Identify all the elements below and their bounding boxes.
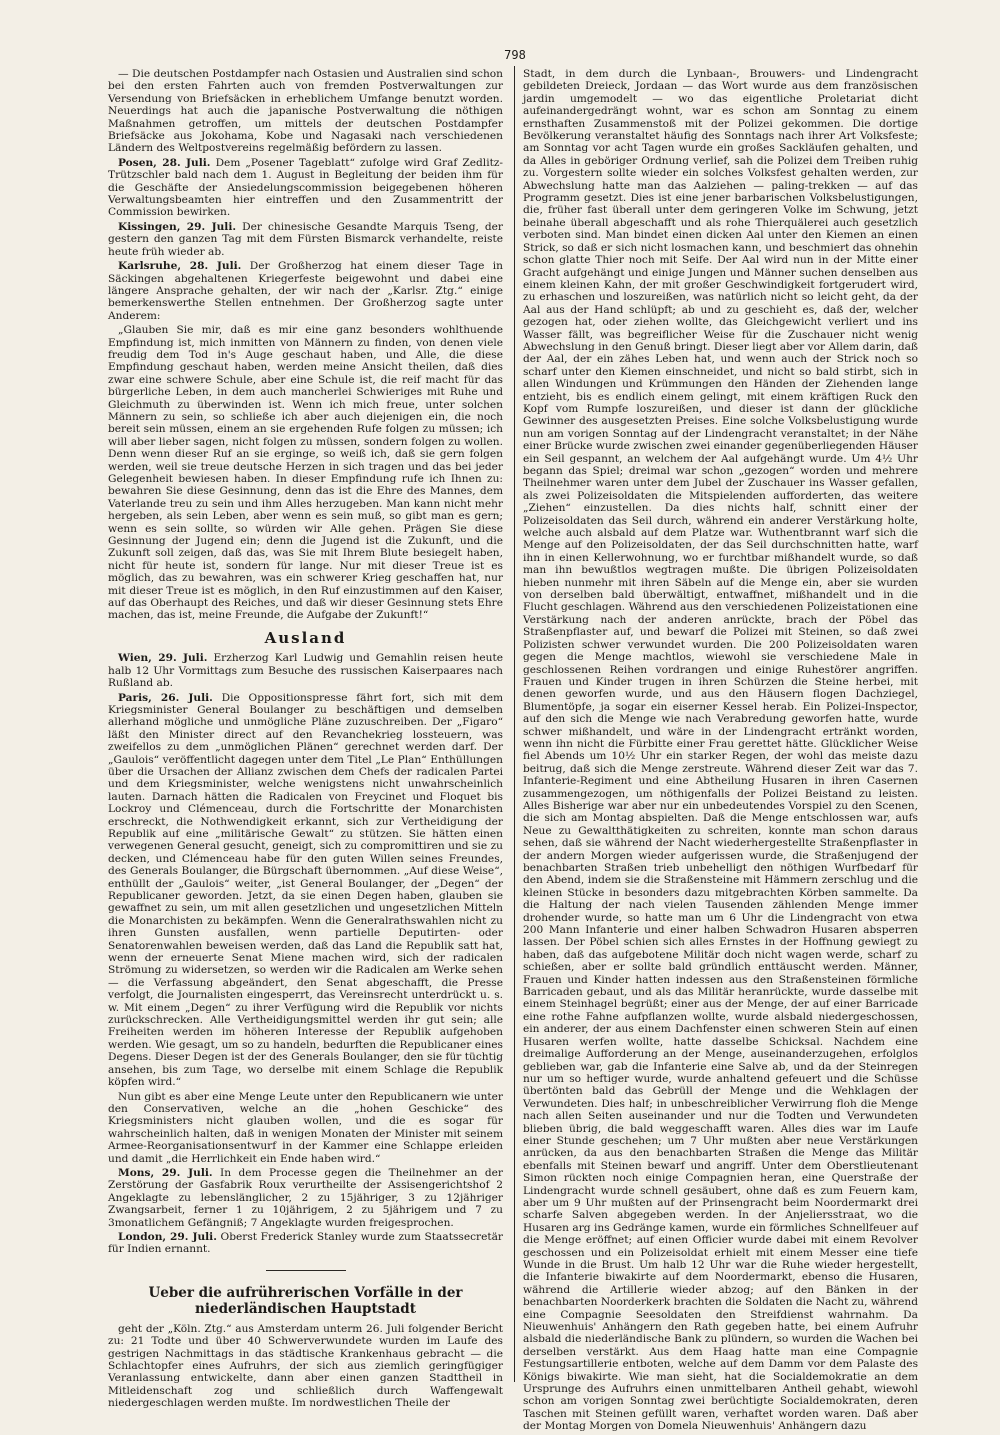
dateline-wien: Wien, 29. Juli. — [118, 652, 208, 665]
left-column — [108, 68, 503, 1412]
newspaper-page — [108, 48, 922, 1433]
article-wien-text: Erzherzog Karl Ludwig und Gemahlin reisen heute halb 12 Uhr Vormittags zum Besuche des russischen Kaiserpaares nach Rußland ab. — [108, 652, 503, 690]
article-posen-text: Dem „Posener Tageblatt“ zufolge wird Graf Zedlitz-Trützschler bald nach dem 1. August in Begleitung der beiden ihm für die Geschäfte der Ansiedelungscommission beigegebenen höheren Verwaltungsbeamten hier eintreffen und den Zusammentritt der Commission bewirken. — [108, 156, 503, 219]
article-london-text: Oberst Frederick Stanley wurde zum Staatssecretär für Indien ernannt. — [108, 1230, 503, 1256]
dateline-mons: Mons, 29. Juli. — [118, 1166, 213, 1179]
dateline-posen: Posen, 28. Juli. — [118, 156, 211, 169]
section-title-ausland: Ausland — [264, 628, 347, 647]
dateline-karlsruhe: Karlsruhe, 28. Juli. — [118, 260, 242, 273]
article-karlsruhe-speech: „Glauben Sie mir, daß es mir eine ganz besonders wohlthuende Empfindung ist, mich inmitten von Männern zu finden, von denen viele freudig dem Tod in's Auge geschaut haben, und Alle, die diese Empfindung geschaut haben, werden meine Ansicht theilen, daß dies zwar eine schwere Schule, aber eine Schule ist, die reif macht für das bürgerliche Leben, in dem auch mancherlei Schwieriges mit Ruhe und Gleichmuth zu überwinden ist. Wenn ich mich freue, unter solchen Männern zu sein, so schließe ich aber auch diejenigen ein, die noch bereit sein müssen, einem an sie ergehenden Rufe folgen zu müssen; ich will aber lieber sagen, nicht folgen zu müssen, sondern folgen zu wollen. Denn wenn dieser Ruf an sie erginge, so weiß ich, daß sie gern folgen werden, weil sie treue deutsche Herzen in sich tragen und das bei jeder Gelegenheit bewiesen haben. In dieser Empfindung rufe ich Ihnen zu: bewahren Sie diese Gesinnung, denn das ist die Ehre des Mannes, dem Vaterlande treu zu sein und ihm Alles herzugeben. Man kann nicht mehr hergeben, als sein Leben, aber wenn es sein muß, so gibt man es gern; wenn es sein sollte, so würden wir Alle gehen. Prägen Sie diese Gesinnung der Jugend ein; denn die Jugend ist die Zukunft, und die Zukunft soll zeigen, daß das, was Sie mit Ihrem Blute besiegelt haben, nicht für heute ist, sondern für lange. Nur mit dieser Treue ist es möglich, das zu bewahren, was ein schwerer Krieg geschaffen hat, nur mit dieser Treue ist es möglich, in den Ruf einzustimmen auf den Kaiser, auf das Oberhaupt des Reiches, und daß wir dieser Gesinnung stets Ehre machen, das ist, meine Freunde, die Aufgabe der Zukunft!“ — [108, 324, 503, 622]
right-column — [523, 68, 918, 1435]
article-postdampfer: — Die deutschen Postdampfer nach Ostasien und Australien sind schon bei den ersten Fahrten auch von fremden Postverwaltungen zur Versendung von Briefsäcken in erheblichem Umfange benutzt worden. Neuerdings hat auch die japanische Postverwaltung die nöthigen Maßnahmen getroffen, um mittels der deutschen Postdampfer Briefsäcke aus Jokohama, Kobe und Nagasaki nach verschiedenen Ländern des Weltpostvereins regelmäßig befördern zu lassen. — [108, 68, 503, 155]
article-mons-text: In dem Processe gegen die Theilnehmer an der Zerstörung der Gasfabrik Roux verurtheilte der Assisengerichtshof 2 Angeklagte zu lebenslänglicher, 2 zu 15jähriger, 3 zu 12jähriger Zwangsarbeit, ferner 1 zu 10jährigem, 2 zu 5jährigem und 7 zu 3monatlichem Gefängniß; 7 Angeklagte wurden freigesprochen. — [108, 1166, 503, 1229]
article-posen — [108, 157, 503, 219]
article-karlsruhe-text: Der Großherzog hat einem dieser Tage in Säckingen abgehaltenen Kriegerfeste beigewohnt und dabei eine längere Ansprache gehalten, der wir nach der „Karlsr. Ztg.“ einige bemerkenswerthe Stellen entnehmen. Der Großherzog sagte unter Anderem: — [108, 260, 503, 322]
article-wien — [108, 652, 503, 689]
column-divider — [514, 66, 515, 1382]
separator-line — [266, 1270, 346, 1271]
article-paris — [108, 692, 503, 1089]
article-kissingen — [108, 221, 503, 258]
article-amsterdam-continued: Stadt, in dem durch die Lynbaan-, Brouwers- und Lindengracht gebildeten Dreieck, Jordaan — das Wort wurde aus dem französischen jardin umgemodelt — wo das eigentliche Proletariat dicht aufeinandergedrängt wohnt, war es schon am Sonntag zu einem ernsthaften Zusammenstoß mit der Polizei gekommen. Die dortige Bevölkerung veranstaltet häufig des Sonntags nach ihrer Art Volksfeste; am Sonntag vor acht Tagen wurde ein großes Sackläufen gehalten, und da Alles in geböriger Ordnung verlief, sah die Polizei dem Treiben ruhig zu. Vorgestern sollte wieder ein solches Volksfest gehalten werden, zur Abwechslung hatte man das Aalziehen — paling-trekken — auf das Programm gesetzt. Dies ist eine jener barbarischen Volksbelustigungen, die, früher fast überall unter dem geringeren Volke im Schwung, jetzt beinahe überall abgeschafft und als rohe Thierquälerei auch gesetzlich verboten sind. Man bindet einen dicken Aal unter den Kiemen an einen Strick, so daß er sich nicht losmachen kann, und beschmiert das ohnehin schon glatte Thier noch mit Seife. Der Aal wird nun in der Mitte einer Gracht aufgehängt und einige Jungen und Männer suchen denselben aus einem kleinen Kahn, der mit großer Geschwindigkeit fortgerudert wird, zu erhaschen und loszureißen, was natürlich nicht so leicht geht, da der Aal aus der Hand schlüpft; ab und zu geschieht es, daß der, welcher gezogen hat, oder ziehen wollte, das Gleichgewicht verliert und ins Wasser fällt, was begreiflicher Weise für die Zuschauer nicht wenig Abwechslung in den Genuß bringt. Dieser liegt aber vor Allem darin, daß der Aal, der ein zähes Leben hat, und wenn auch der Strick noch so scharf unter den Kiemen einschneidet, und nicht so bald stirbt, sich in allen Windungen und Krümmungen den Händen der Ziehenden lange entzieht, bis es endlich einem gelingt, mit einem kräftigen Ruck den Kopf vom Rumpfe loszureißen, und dieser ist dann der glückliche Gewinner des ausgesetzten Preises. Eine solche Volksbelustigung wurde nun am vorigen Sonntag auf der Lindengracht veranstaltet; in der Nähe einer Brücke wurde zwischen zwei einander gegenüberliegenden Häuser ein Seil gespannt, an welchem der Aal aufgehängt wurde. Um 4½ Uhr begann das Spiel; dreimal war schon „gezogen“ worden und mehrere Theilnehmer waren unter dem Jubel der Zuschauer ins Wasser gefallen, als zwei Polizeisoldaten die Mitspielenden aufforderten, das weitere „Ziehen“ einzustellen. Da dies nichts half, schnitt einer der Polizeisoldaten das Seil durch, während ein anderer Verstärkung holte, welche auch alsbald auf dem Platze war. Wuthentbrannt warf sich die Menge auf den Polizeisoldaten, der das Seil durchschnitten hatte, warf ihn in einen Kellerwohnung, wo er furchtbar mißhandelt wurde, so daß man ihn bewußtlos wegtragen mußte. Die übrigen Polizeisoldaten hieben nunmehr mit ihren Säbeln auf die Menge ein, aber sie wurden von derselben bald überwältigt, entwaffnet, mißhandelt und in die Flucht geschlagen. Während aus den verschiedenen Polizeistationen eine Verstärkung nach der anderen anrückte, brach der Pöbel das Straßenpflaster auf, und bewarf die Polizei mit Steinen, so daß zwei Polizisten schwer verwundet wurden. Die 200 Polizeisoldaten waren gegen die Menge machtlos, wiewohl sie verschiedene Male in geschlossenen Reihen vordrangen und einige Ruhestörer angriffen. Frauen und Kinder trugen in ihren Schürzen die Steine herbei, mit denen geworfen wurde, und aus den Häusern flogen Dachziegel, Blumentöpfe, ja sogar ein eiserner Kessel herab. Ein Polizei-Inspector, auf den sich die Menge wie nach Verabredung geworfen hatte, wurde schwer mißhandelt, und wäre in der Lindengracht ertränkt worden, wenn ihn nicht die Fürbitte einer Frau gerettet hätte. Glücklicher Weise fiel Abends um 10½ Uhr ein starker Regen, der wohl das meiste dazu beitrug, daß sich die Menge zerstreute. Während dieser Zeit war das 7. Infanterie-Regiment und eine Abtheilung Husaren in ihren Casernen zusammengezogen, um nöthigenfalls der Polizei Beistand zu leisten. Alles Bisherige war aber nur ein unbedeutendes Vorspiel zu den Scenen, die sich am Montag abspielten. Daß die Menge entschlossen war, aufs Neue zu Gewaltthätigkeiten zu schreiten, konnte man schon daraus sehen, daß sie während der Nacht wiederhergestellte Straßenpflaster in der andern Morgen wieder aufgerissen wurde, die Straßenjugend der benachbarten Straßen trieb unbehelligt den nöthigen Wurfbedarf für den Abend, indem sie die Straßensteine mit Hämmern zerschlug und die kleinen Stücke in besonders dazu mitgebrachten Körben sammelte. Da die Haltung der nach vielen Tausenden zählenden Menge immer drohender wurde, so hatte man um 6 Uhr die Lindengracht von etwa 200 Mann Infanterie und einer halben Schwadron Husaren absperren lassen. Der Pöbel schien sich alles Ernstes in der Hoffnung gewiegt zu haben, daß das aufgebotene Militär doch nicht wagen werde, scharf zu schießen, aber er sollte bald gründlich enttäuscht werden. Männer, Frauen und Kinder hatten indessen aus den Straßensteinen förmliche Barricaden gebaut, und als das Militär heranrückte, wurde dasselbe mit einem Steinhagel begrüßt; einer aus der Menge, der auf einer Barricade eine rothe Fahne aufpflanzen wollte, wurde alsbald niedergeschossen, ein anderer, der aus einem Dachfenster einen schweren Stein auf einen Husaren werfen wollte, hatte dasselbe Schicksal. Nachdem eine dreimalige Aufforderung an der Menge, auseinanderzugehen, erfolglos geblieben war, gab die Infanterie eine Salve ab, und da der Steinregen nur um so heftiger wurde, wurde anhaltend gefeuert und die Schüsse übertönten bald das Gebrüll der Menge und die Wehklagen der Verwundeten. Dies half; in unbeschreiblicher Verwirrung floh die Menge nach allen Seiten auseinander und nur die Todten und Verwundeten blieben übrig, die bald weggeschafft waren. Alles dies war im Laufe einer Stunde geschehen; um 7 Uhr mußten aber neue Verstärkungen anrücken, da aus den benachbarten Straßen die Menge das Militär ebenfalls mit Steinen bewarf und angriff. Unter dem Oberstlieutenant Simon rückten noch einige Compagnien heran, eine Querstraße der Lindengracht wurde schnell gesäubert, ohne daß es zum Feuern kam, aber um 9 Uhr mußten auf der Prinsengracht beim Noordermarkt drei scharfe Salven abgegeben werden. In der Anjeliersstraat, wo die Husaren arg ins Gedränge kamen, wurde ein förmliches Schnellfeuer auf die Menge eröffnet; auf einen Officier wurde dabei mit einem Revolver geschossen und ein Polizeisoldat erhielt mit einem Messer eine tiefe Wunde in die Brust. Um halb 12 Uhr war die Ruhe wieder hergestellt, die Infanterie biwakirte auf dem Noordermarkt, ebenso die Husaren, während die Artillerie wieder abzog; auf den Bänken in der benachbarten Noorderkerk brachten die Soldaten die Nacht zu, während eine Compagnie Seesoldaten den Streifdienst wahrnahm. Da Nieuwenhuis' Anhängern den Rath gegeben hatte, bei einem Aufruhr alsbald die niederländische Bank zu plündern, so wurden die Wachen bei derselben verstärkt. Aus dem Haag hatte man eine Compagnie Festungsartillerie entboten, welche auf dem Damm vor dem Palaste des Königs biwakirte. Wie man sieht, hat die Socialdemokratie an dem Ursprunge des Aufruhrs einen unmittelbaren Antheil gehabt, wiewohl schon am vorigen Sonntag zwei berüchtigte Socialdemokraten, deren Taschen mit Steinen gefüllt waren, verhaftet worden waren. Daß aber der Montag Morgen von Domela Nieuwenhuis' Anhängern dazu — [523, 68, 918, 1433]
dateline-london: London, 29. Juli. — [118, 1230, 217, 1243]
article-london — [108, 1231, 503, 1256]
dateline-kissingen: Kissingen, 29. Juli. — [118, 220, 237, 233]
article-headline-amsterdam: Ueber die aufrührerischen Vorfälle in der niederländischen Hauptstadt — [148, 1284, 463, 1317]
article-paris-continued: Nun gibt es aber eine Menge Leute unter den Republicanern wie unter den Conservativen, welche an die „hohen Geschicke“ des Kriegsministers nicht glauben wollen, und die es sogar für wahrscheinlich halten, daß in wenigen Monaten der Minister mit seinem Armee-Reorganisationsentwurf in der Kammer eine Schlappe erleiden und damit „die Herrlichkeit ein Ende haben wird.“ — [108, 1090, 503, 1165]
article-paris-text: Die Oppositionspresse fährt fort, sich mit dem Kriegsminister General Boulanger zu beschäftigen und demselben allerhand mögliche und unmögliche Pläne zuzuschreiben. Der „Figaro“ läßt den Minister direct auf den Revanchekrieg lossteuern, was zweifellos zu dem „unmöglichen Plänen“ gerechnet werden darf. Der „Gaulois“ veröffentlicht dagegen unter dem Titel „Le Plan“ Enthüllungen über die Ursachen der Allianz zwischen dem Chefs der radicalen Partei und dem Kriegsminister, welche wenigstens nicht unwahrscheinlich lauten. Darnach hätten die Radicalen von Freycinet und Floquet bis Lockroy und Clémenceau, durch die Fortschritte der Monarchisten erschreckt, die Nothwendigkeit erkannt, sich zur Vertheidigung der Republik auf eine „militärische Gewalt“ zu stützen. Sie hätten einen verwegenen General gesucht, geneigt, sich zu compromittiren und sie zu decken, und Clémenceau habe für den guten Willen seines Freundes, des Generals Boulanger, die Bürgschaft übernommen. „Auf diese Weise“, enthüllt der „Gaulois“ weiter, „ist General Boulanger, der „Degen“ der Republicaner geworden. Jetzt, da sie einen Degen haben, glauben sie gewaffnet zu sein, um mit allen gesetzlichen und ungesetzlichen Mitteln die Monarchisten zu bekämpfen. Wenn die Generalrathswahlen nicht zu ihren Gunsten ausfallen, wenn partielle Deputirten- oder Senatorenwahlen beweisen werden, daß das Land die Republik satt hat, wenn der erneuerte Senat Miene machen wird, sich der radicalen Strömung zu widersetzen, so werden wir die Radicalen am Werke sehen — die Verfassung abgeändert, den Senat abgeschafft, die Presse verfolgt, die Journalisten eingesperrt, das Vereinsrecht unterdrückt u. s. w. Mit einem „Degen“ zu ihrer Verfügung wird die Republik vor nichts zurückschrecken. Alle Vertheidigungsmittel werden ihr gut sein; alle Freiheiten werden im höheren Interesse der Republik aufgehoben werden. Wie gesagt, um so zu handeln, bedurften die Republicaner eines Degens. Dieser Degen ist der des Generals Boulanger, den sie für tüchtig ansehen, bis zum Tage, wo derselbe mit einem Schlage die Republik köpfen wird.“ — [108, 691, 504, 1089]
article-mons — [108, 1167, 503, 1229]
page-number: 798 — [504, 48, 526, 62]
dateline-paris: Paris, 26. Juli. — [118, 691, 213, 704]
article-karlsruhe — [108, 260, 503, 322]
article-kissingen-text: Der chinesische Gesandte Marquis Tseng, der gestern den ganzen Tag mit dem Fürsten Bismarck verhandelte, reiste heute früh wieder ab. — [108, 220, 503, 258]
article-amsterdam-intro: geht der „Köln. Ztg.“ aus Amsterdam unterm 26. Juli folgender Bericht zu: 21 Todte und über 40 Schwerverwundete wurden im Laufe des gestrigen Nachmittags in das städtische Krankenhaus gebracht — die Schlachtopfer eines Aufruhrs, der sich aus ziemlich geringfügiger Veranlassung entwickelte, dann aber einen ganzen Stadttheil in Mitleidenschaft zog und schließlich durch Waffengewalt niedergeschlagen werden mußte. Im nordwestlichen Theile der — [108, 1322, 503, 1410]
